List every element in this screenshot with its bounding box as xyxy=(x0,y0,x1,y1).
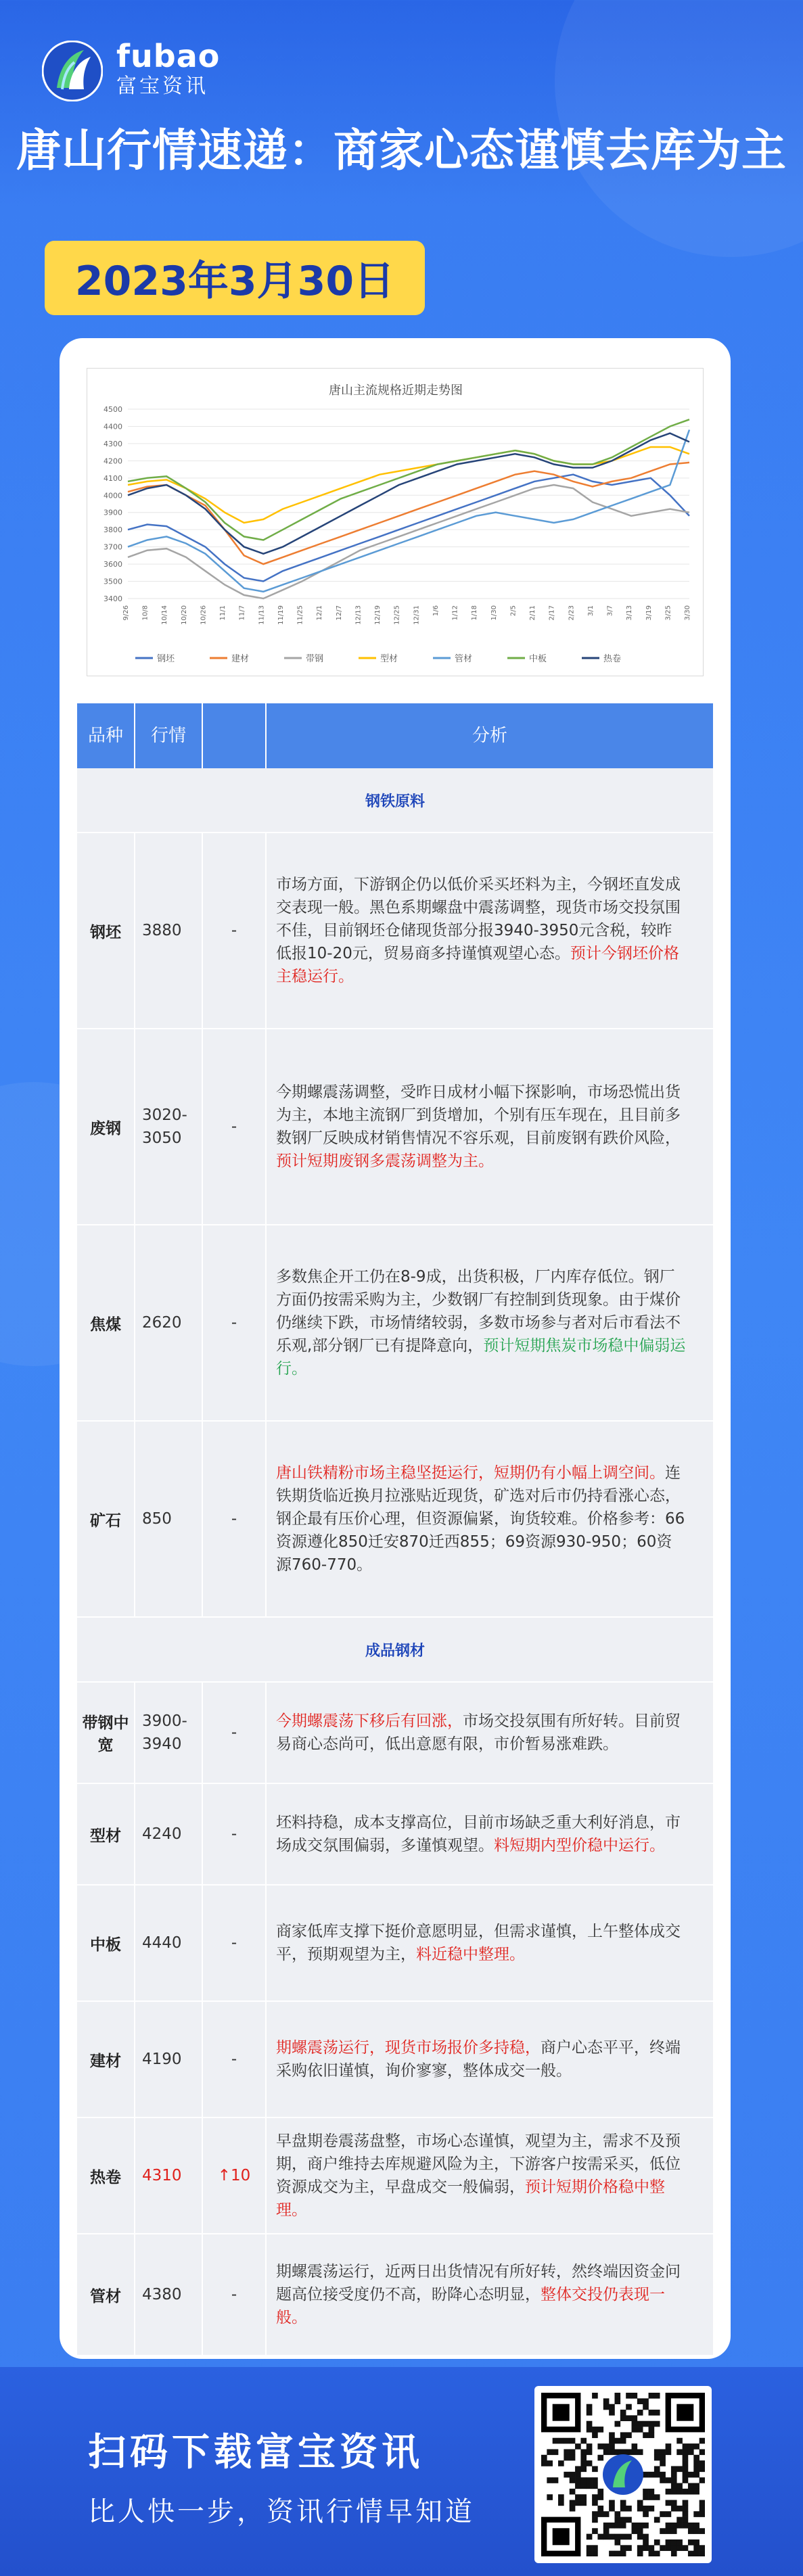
table-row xyxy=(77,1683,713,1784)
page-header xyxy=(0,0,803,352)
forecast-text: 料近稳中整理。 xyxy=(416,1946,525,1963)
row-name: 废钢 xyxy=(77,1029,135,1224)
x-tick-label: 11/1 xyxy=(219,605,227,621)
x-tick-label: 2/17 xyxy=(548,605,556,621)
analysis-text: 早盘期卷震荡盘整，市场心态谨慎，观望为主，需求不及预期，商户维持去库规避风险为主，下游客户按需采买，低位资源成交为主，早盘成交一般偏弱， xyxy=(276,2132,681,2196)
series-line-3 xyxy=(128,447,689,523)
y-tick-label: 4300 xyxy=(104,439,122,448)
y-tick-label: 3900 xyxy=(104,508,122,517)
y-tick-label: 3800 xyxy=(104,525,122,535)
row-change: - xyxy=(203,2002,267,2117)
y-tick-label: 4400 xyxy=(104,422,122,431)
forecast-text: 今期螺震荡下移后有回涨， xyxy=(276,1712,463,1730)
legend-label: 中板 xyxy=(529,654,547,664)
chart-svg xyxy=(87,369,704,677)
row-name: 带钢中宽 xyxy=(77,1683,135,1783)
forecast-text: 料短期内型价稳中运行。 xyxy=(494,1837,665,1854)
y-tick-label: 3500 xyxy=(104,577,122,586)
row-price: 3880 xyxy=(135,833,203,1028)
x-tick-label: 3/1 xyxy=(587,605,595,617)
row-price: 4380 xyxy=(135,2234,203,2355)
content-card xyxy=(60,338,731,2359)
x-tick-label: 12/31 xyxy=(413,605,421,625)
qr-code[interactable] xyxy=(534,2386,712,2563)
row-name: 建材 xyxy=(77,2002,135,2117)
qr-code-icon xyxy=(541,2393,705,2556)
x-tick-label: 2/11 xyxy=(529,605,537,621)
row-analysis xyxy=(267,2002,713,2117)
table-row xyxy=(77,2118,713,2234)
header-analysis: 分析 xyxy=(472,726,507,746)
x-tick-label: 12/7 xyxy=(335,605,343,621)
table-row xyxy=(77,1784,713,1886)
row-analysis xyxy=(267,1029,713,1224)
row-change: ↑10 xyxy=(203,2118,267,2233)
legend-label: 带钢 xyxy=(306,654,324,664)
series-line-6 xyxy=(128,434,689,554)
x-tick-label: 3/13 xyxy=(626,605,634,621)
x-tick-label: 11/19 xyxy=(277,605,285,625)
x-tick-label: 3/7 xyxy=(606,605,614,617)
row-analysis xyxy=(267,2118,713,2233)
x-tick-label: 11/13 xyxy=(258,605,266,625)
x-tick-label: 3/25 xyxy=(664,605,672,621)
forecast-text: 预计短期价格稳中整理。 xyxy=(276,2178,665,2219)
footer-subtitle: 比人快一步，资讯行情早知道 xyxy=(88,2496,475,2527)
forecast-text: 期螺震荡运行，现货市场报价多持稳， xyxy=(276,2039,541,2057)
x-tick-label: 10/20 xyxy=(180,605,188,625)
y-tick-label: 4100 xyxy=(104,473,122,483)
row-analysis xyxy=(267,1886,713,2000)
row-change: - xyxy=(203,2234,267,2355)
header-variety: 品种 xyxy=(77,703,135,768)
y-tick-label: 3600 xyxy=(104,560,122,569)
footer-title: 扫码下载富宝资讯 xyxy=(88,2431,423,2475)
x-tick-label: 1/30 xyxy=(490,605,498,621)
legend-label: 热卷 xyxy=(603,654,622,664)
row-change: - xyxy=(203,1784,267,1884)
brand-en: fubao xyxy=(116,38,221,74)
y-tick-label: 4500 xyxy=(104,405,122,414)
row-price: 850 xyxy=(135,1422,203,1616)
row-price: 4240 xyxy=(135,1784,203,1884)
legend-label: 钢坯 xyxy=(157,654,175,664)
row-name: 焦煤 xyxy=(77,1225,135,1420)
row-analysis xyxy=(267,2234,713,2355)
row-change: - xyxy=(203,1225,267,1420)
header-change xyxy=(203,703,267,768)
forecast-text: 唐山铁精粉市场主稳坚挺运行，短期仍有小幅上调空间。 xyxy=(276,1464,665,1482)
table-row xyxy=(77,1029,713,1225)
forecast-text: 整体交投仍表现一般。 xyxy=(276,2286,665,2326)
analysis-text: 多数焦企开工仍在8-9成，出货积极，厂内库存低位。钢厂方面仍按需采购为主，少数钢厂有控制到货现象。由于煤价仍继续下跌，市场情绪较弱，多数市场参与者对后市看法不乐观,部分钢厂已有提降意向， xyxy=(276,1268,681,1355)
x-tick-label: 2/5 xyxy=(509,605,518,617)
x-tick-label: 12/13 xyxy=(354,605,363,625)
x-tick-label: 1/12 xyxy=(451,605,459,621)
row-price: 3020-3050 xyxy=(135,1029,203,1224)
x-tick-label: 9/26 xyxy=(122,605,130,621)
row-analysis xyxy=(267,1225,713,1420)
section-raw-materials: 钢铁原料 xyxy=(77,768,713,833)
table-row xyxy=(77,1225,713,1422)
x-tick-label: 3/30 xyxy=(684,605,691,621)
x-tick-label: 11/25 xyxy=(296,605,304,625)
row-price: 2620 xyxy=(135,1225,203,1420)
x-tick-label: 1/18 xyxy=(471,605,479,621)
row-name: 中板 xyxy=(77,1886,135,2000)
analysis-text: 商家低库支撑下挺价意愿明显，但需求谨慎，上午整体成交平，预期观望为主， xyxy=(276,1923,681,1963)
x-tick-label: 3/19 xyxy=(645,605,653,621)
legend-label: 型材 xyxy=(380,654,398,664)
analysis-text: 坯料持稳，成本支撑高位，目前市场缺乏重大利好消息，市场成交氛围偏弱，多谨慎观望。 xyxy=(276,1814,681,1854)
table-row xyxy=(77,2002,713,2118)
y-tick-label: 3700 xyxy=(104,542,122,552)
table-row xyxy=(77,2234,713,2356)
legend-label: 管材 xyxy=(455,654,473,664)
row-analysis xyxy=(267,1784,713,1884)
row-price: 4190 xyxy=(135,2002,203,2117)
table-header xyxy=(77,703,713,768)
brand xyxy=(116,39,220,100)
row-change: - xyxy=(203,833,267,1028)
x-tick-label: 12/25 xyxy=(393,605,401,625)
series-line-5 xyxy=(128,419,689,540)
series-line-4 xyxy=(128,430,689,592)
chart-title: 唐山主流规格近期走势图 xyxy=(329,383,463,398)
row-price: 4440 xyxy=(135,1886,203,2000)
row-change: - xyxy=(203,1683,267,1783)
forecast-text: 预计短期废钢多震荡调整为主。 xyxy=(276,1152,494,1170)
row-name: 型材 xyxy=(77,1784,135,1884)
table-row xyxy=(77,833,713,1029)
row-name: 矿石 xyxy=(77,1422,135,1616)
row-change: - xyxy=(203,1029,267,1224)
analysis-text: 今期螺震荡调整，受昨日成材小幅下探影响，市场恐慌出货为主，本地主流钢厂到货增加，个别有压车现在，且目前多数钢厂反映成材销售情况不容乐观，目前废钢有跌价风险， xyxy=(276,1083,681,1147)
table-row xyxy=(77,1886,713,2002)
x-tick-label: 10/8 xyxy=(141,605,150,621)
y-tick-label: 3400 xyxy=(104,594,122,603)
row-price: 3900-3940 xyxy=(135,1683,203,1783)
x-tick-label: 10/26 xyxy=(200,605,208,625)
y-tick-label: 4000 xyxy=(104,491,122,500)
row-name: 钢坯 xyxy=(77,833,135,1028)
analysis-text: 期螺震荡运行，近两日出货情况有所好转，然终端因资金问题高位接受度仍不高，盼降心态明显， xyxy=(276,2263,681,2303)
row-change: - xyxy=(203,1886,267,2000)
x-tick-label: 1/6 xyxy=(432,605,440,617)
footer-banner xyxy=(0,2367,803,2576)
analysis-text: 连铁期货临近换月拉涨贴近现货，矿选对后市仍持看涨心态，钢企最有压价心理，但资源偏紧，询货较难。价格参考：66资源遵化850迁安870迁西855；69资源930-950；60资源760-770。 xyxy=(276,1464,685,1574)
trend-chart xyxy=(87,368,704,676)
x-tick-label: 12/19 xyxy=(374,605,382,625)
analysis-text: 市场交投氛围有所好转。目前贸易商心态尚可，低出意愿有限，市价暂易涨难跌。 xyxy=(276,1712,681,1753)
page-title: 唐山行情速递：商家心态谨慎去库为主 xyxy=(16,124,787,177)
analysis-text: 市场方面，下游钢企仍以低价采买坯料为主，今钢坯直发成交表现一般。黑色系期螺盘中震荡调整，现货市场交投氛围不佳，目前钢坯仓储现货部分报3940-3950元含税，较昨低报10-20元，贸易商多持谨慎观望心态。 xyxy=(276,876,681,962)
series-line-0 xyxy=(128,475,689,582)
x-tick-label: 12/1 xyxy=(316,605,324,621)
row-name: 热卷 xyxy=(77,2118,135,2233)
row-analysis xyxy=(267,1422,713,1616)
section-finished-steel: 成品钢材 xyxy=(77,1618,713,1683)
x-tick-label: 10/14 xyxy=(161,605,169,625)
fubao-logo-icon xyxy=(42,41,103,101)
forecast-text: 预计短期焦炭市场稳中偏弱运行。 xyxy=(276,1337,686,1378)
x-tick-label: 2/23 xyxy=(568,605,576,621)
row-analysis xyxy=(267,1683,713,1783)
row-analysis xyxy=(267,833,713,1028)
row-change: - xyxy=(203,1422,267,1616)
table-row xyxy=(77,1422,713,1618)
y-tick-label: 4200 xyxy=(104,456,122,466)
price-table xyxy=(77,703,713,2356)
x-tick-label: 11/7 xyxy=(238,605,246,621)
date-badge: 2023年3月30日 xyxy=(45,241,425,315)
forecast-text: 预计今钢坯价格主稳运行。 xyxy=(276,945,679,985)
header-price: 行情 xyxy=(135,703,203,768)
legend-label: 建材 xyxy=(231,654,250,664)
analysis-text: 商户心态平平，终端采购依旧谨慎，询价寥寥，整体成交一般。 xyxy=(276,2039,681,2080)
row-price: 4310 xyxy=(135,2118,203,2233)
row-name: 管材 xyxy=(77,2234,135,2355)
brand-cn: 富宝资讯 xyxy=(116,74,208,98)
